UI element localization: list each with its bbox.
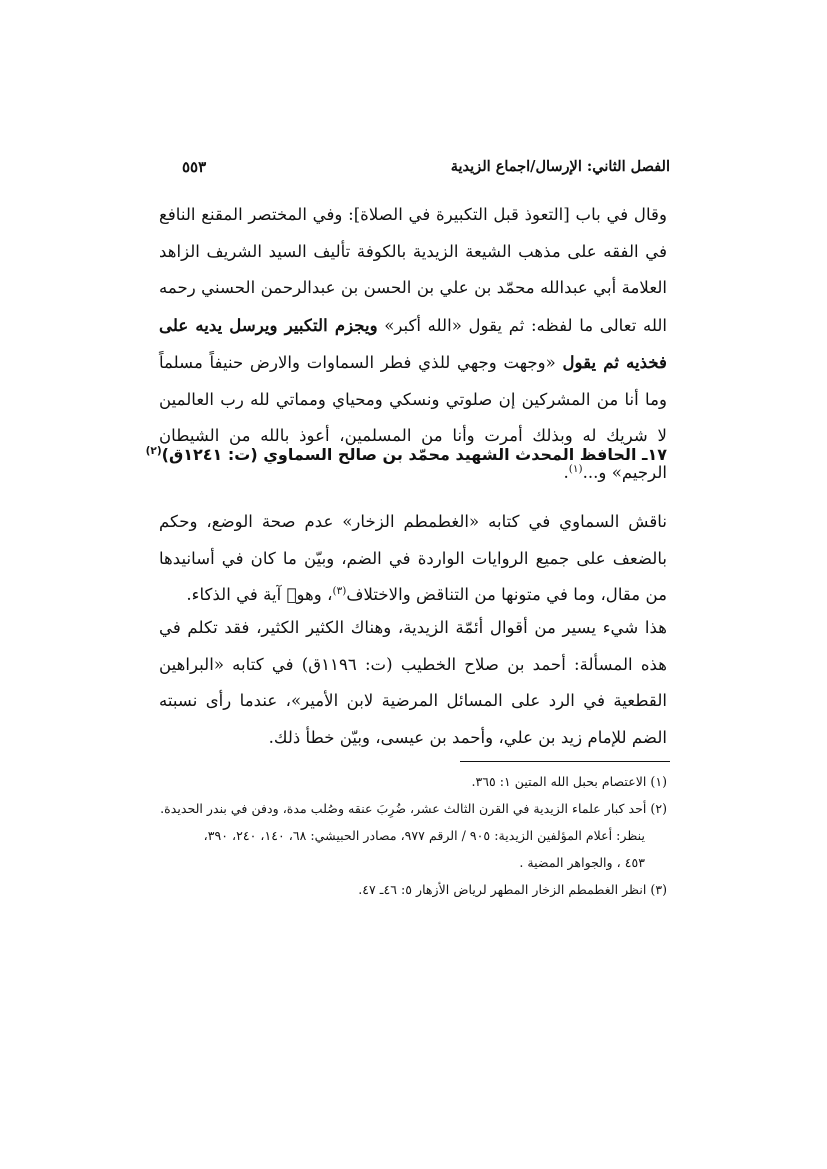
para2-text-end: ، وهو﷫ آية في الذكاء. (186, 585, 333, 604)
footnotes (159, 768, 667, 903)
footnote-ref-3[interactable]: (٣) (332, 585, 347, 597)
para1-text-cont: «وجهت وجهي للذي فطر السماوات والارض حنيفاً مسلماً وما أنا من المشركين إن صلوتي ونسكي ومحياي ومماتي لله رب العالمين لا شريك له وبذلك أمرت وأنا من المسلمين، أعوذ بالله من الشيطان الرجيم» و... (159, 353, 667, 482)
paragraph-summary: هذا شيء يسير من أقوال أئمّة الزيدية، وهناك الكثير الكثير، فقد تكلم في هذه المسألة: أحمد بن صلاح الخطيب (ت: ١١٩٦ق) في كتابه «البراهين القطعية في الرد على المسائل المرضية لابن الأمير»، عندما رأى نسبته الضم للإمام زيد بن علي، وأحمد بن عيسى، وبيّن خطأ ذلك. (159, 618, 667, 747)
footnote-2-cont: ينظر: أعلام المؤلفين الزيدية: ٩٠٥ / الرقم ٩٧٧، مصادر الحبيشي: ٦٨، ١٤٠، ٢٤٠، ٣٩٠، (203, 828, 645, 843)
heading-text: ١٧ـ الحافظ المحدث الشهيد محمّد بن صالح السماوي (ت: ١٢٤١ق) (161, 445, 667, 464)
para1-end: . (563, 462, 569, 482)
para1-bold-text: ويجزم التكبير ويرسل يديه على فخذيه ثم يقول (159, 314, 667, 372)
footnote-1: (١) الاعتصام بحبل الله المتين ١: ٣٦٥. (471, 774, 667, 789)
footnote-ref-2[interactable]: (٢) (145, 445, 162, 457)
footnote-separator (460, 761, 670, 762)
chapter-title: الفصل الثاني: الإرسال/اجماع الزيدية (450, 158, 670, 175)
running-head (182, 158, 670, 180)
paragraph-samawi (159, 504, 667, 614)
para1-text: وقال في باب [التعوذ قبل التكبيرة في الصلاة]: وفي المختصر المقنع النافع في الفقه على مذهب الشيعة الزيدية بالكوفة تأليف السيد الشريف الزاهد العلامة أبي عبدالله محمّد بن علي بن الحسن بن عبدالرحمن الحسني رحمه الله تعالى ما لفظه: ثم يقول «الله أكبر» (159, 205, 667, 335)
page-number: ٥٥٣ (182, 158, 207, 176)
footnote-2: (٢) أحد كبار علماء الزيدية في القرن الثالث عشر، ضُرِبَ عنقه وصُلب مدة، ودفن في بندر الحديدة. (160, 801, 667, 816)
footnote-ref-1[interactable]: (١) (568, 462, 583, 475)
footnote-3: (٣) انظر الغطمطم الزخار المطهر لرياض الأزهار ٥: ٤٦ـ ٤٧. (358, 882, 667, 897)
footnote-2-cont2: ٤٥٣ ، والجواهر المضية . (519, 855, 645, 870)
para2-text: ناقش السماوي في كتابه «الغطمطم الزخار» عدم صحة الوضع، وحكم بالضعف على جميع الروايات الواردة في الضم، وبيّن ما كان في أسانيدها من مقال، وما في متونها من التناقض والاختلاف (159, 512, 667, 604)
section-heading (145, 440, 667, 470)
